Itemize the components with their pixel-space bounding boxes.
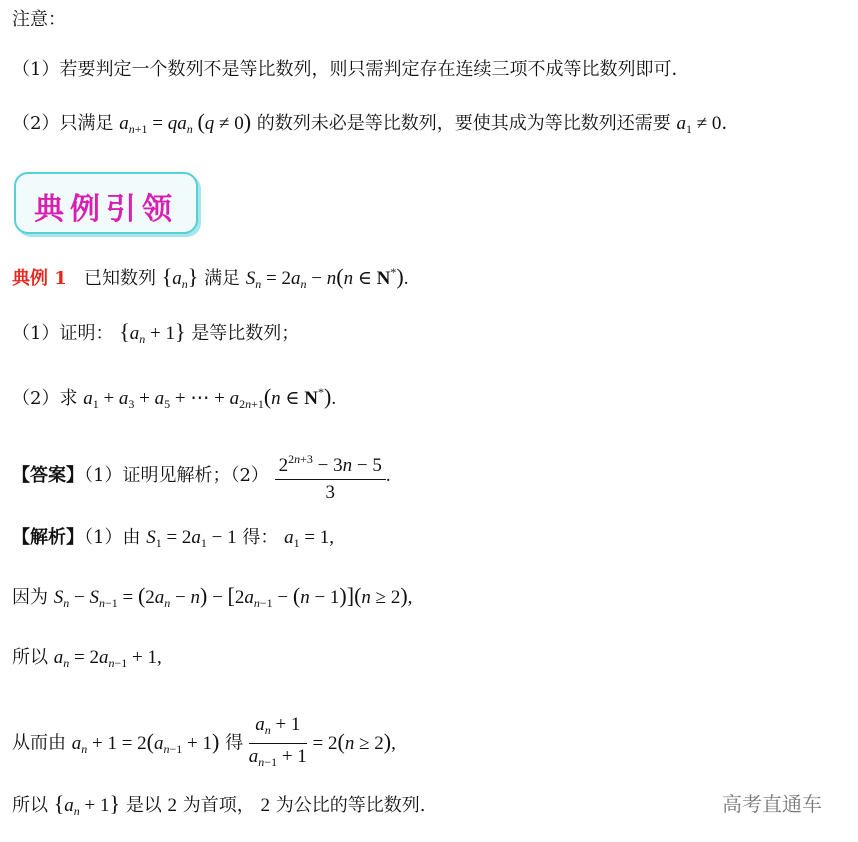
- s1-formula: $S_1 = 2a_1 - 1$: [146, 527, 237, 550]
- note-item-2-end: ．: [721, 113, 740, 134]
- ratio-value: = 2(n ≥ 2),: [312, 728, 396, 754]
- shifted-recurrence: $a_n + 1 = 2(a_{n-1} + 1)$: [71, 728, 220, 756]
- answer-fraction: $\frac{2^{2n+3} - 3n - 5}{3}$: [275, 446, 386, 506]
- solution-line4-prefix: 从而由: [12, 732, 66, 754]
- a1-value: $a_1 = 1$,: [284, 527, 335, 550]
- recurrence-formula: $a_{n+1} = qa_n$ (q ≠ 0): [119, 109, 252, 136]
- solution-line-1: [12, 524, 334, 557]
- solution-line4-mid: 得: [225, 732, 244, 754]
- solution-line2-prefix: 因为: [12, 587, 48, 608]
- solution-line-4: [12, 712, 396, 775]
- answer-text: （1）证明见解析；（2）: [84, 465, 269, 486]
- ratio-fraction: $\frac{a_n + 1}{a_{n-1} + 1}$: [248, 714, 307, 769]
- note-item-2-mid: 的数列未必是等比数列，要使其成为等比数列还需要: [256, 113, 671, 134]
- example-label: 典例 1: [12, 268, 67, 289]
- solution-line1-b: 得：: [242, 527, 279, 548]
- solution-line3-prefix: 所以: [12, 647, 48, 668]
- example-mid: 满足: [204, 268, 241, 289]
- banner-title: 典例引领: [34, 192, 178, 227]
- solution-line1-a: （1）由: [84, 527, 141, 548]
- note-item-2: [12, 108, 739, 143]
- section-banner: [14, 172, 198, 234]
- solution-line-2: [12, 582, 412, 617]
- solution-line5-prefix: 所以: [12, 795, 48, 816]
- part-1-label: （1）证明：: [12, 323, 114, 344]
- solution-label: 【解析】: [12, 527, 84, 548]
- note-item-1: （1）若要判定一个数列不是等比数列，则只需判定存在连续三项不成等比数列即可．: [12, 59, 690, 80]
- part-1-end: 是等比数列；: [191, 323, 300, 344]
- solution-line-5: 所以 $\{a_n + 1\}$ 是以 2 为首项， 2 为公比的等比数列.: [12, 791, 426, 818]
- part-2: [12, 378, 336, 418]
- sequence-an-plus-1-conclusion: $\{a_n + 1\}$: [53, 791, 121, 818]
- recurrence-an: $a_n = 2a_{n-1} + 1$,: [53, 647, 162, 670]
- example-prefix: 已知数列: [83, 268, 156, 289]
- answer-line: 【答案】（1）证明见解析；（2） $\frac{2^{2n+3} - 3n - 5}{3}$ .: [12, 446, 391, 506]
- first-term-condition: $a_1 \ne 0$: [676, 113, 722, 136]
- sequence-an: $\{a_n\}$: [161, 264, 199, 291]
- difference-formula: $S_n - S_{n-1} = (2a_n - n) - [2a_{n-1} - (n - 1)](n \ge 2)$,: [53, 583, 413, 610]
- odd-sum-formula: $a_1 + a_3 + a_5$ + ⋯ + $a_{2n+1}(n$ ∈ N*).: [83, 384, 337, 411]
- solution-line5-end: 为公比的等比数列.: [275, 795, 426, 816]
- part-2-label: （2）求: [12, 388, 78, 409]
- sn-formula: $S_n = 2a_n - n(n$ ∈ N*).: [245, 264, 409, 291]
- note-item-2-prefix: （2）只满足: [12, 113, 114, 134]
- sequence-an-plus-1: $\{a_n + 1\}$: [119, 319, 186, 346]
- answer-label: 【答案】: [12, 465, 84, 486]
- example-statement: [12, 258, 408, 298]
- solution-line5-mid: 是以: [125, 795, 162, 816]
- note-heading: 注意：: [12, 9, 66, 30]
- watermark: 高考直通车: [722, 792, 822, 816]
- solution-line-3: [12, 644, 162, 677]
- solution-line5-mid2: 为首项，: [182, 795, 255, 816]
- part-1: [12, 318, 299, 353]
